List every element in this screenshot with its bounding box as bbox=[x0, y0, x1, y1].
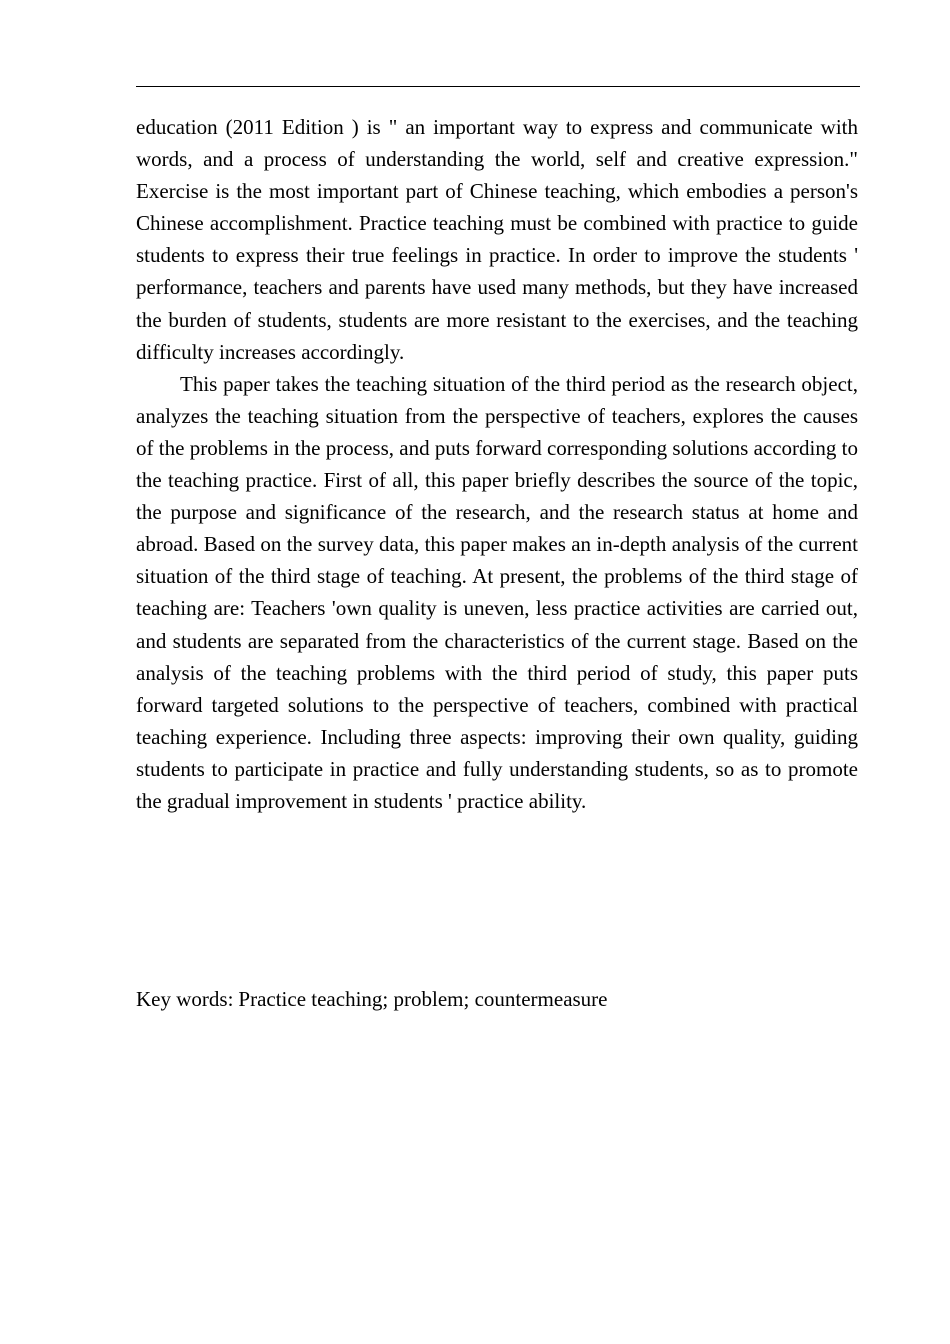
keywords-value: Practice teaching; problem; countermeasure bbox=[238, 987, 608, 1011]
abstract-body bbox=[136, 111, 858, 817]
keywords-label: Key words: bbox=[136, 987, 234, 1011]
abstract-paragraph-2: This paper takes the teaching situation of the third period as the research object, analyzes the teaching situation from the perspective of teachers, explores the causes of the problems in the process, and puts forward corresponding solutions according to the teaching practice. First of all, this paper briefly describes the source of the topic, the purpose and significance of the research, and the research status at home and abroad. Based on the survey data, this paper makes an in-depth analysis of the current situation of the third stage of teaching. At present, the problems of the third stage of teaching are: Teachers 'own quality is uneven, less practice activities are carried out, and students are separated from the characteristics of the current stage. Based on the analysis of the teaching problems with the third period of study, this paper puts forward targeted solutions to the perspective of teachers, combined with practical teaching experience. Including three aspects: improving their own quality, guiding students to participate in practice and fully understanding students, so as to promote the gradual improvement in students ' practice ability. bbox=[136, 371, 858, 813]
abstract-paragraph-1: education (2011 Edition ) is " an important way to express and communicate with words, and a process of understanding the world, self and creative expression." Exercise is the most important part of Chinese teaching, which embodies a person's Chinese accomplishment. Practice teaching must be combined with practice to guide students to express their true feelings in practice. In order to improve the students ' performance, teachers and parents have used many methods, but they have increased the burden of students, students are more resistant to the exercises, and the teaching difficulty increases accordingly. bbox=[136, 115, 858, 364]
header-rule bbox=[136, 86, 860, 87]
keywords-line bbox=[136, 983, 858, 1015]
